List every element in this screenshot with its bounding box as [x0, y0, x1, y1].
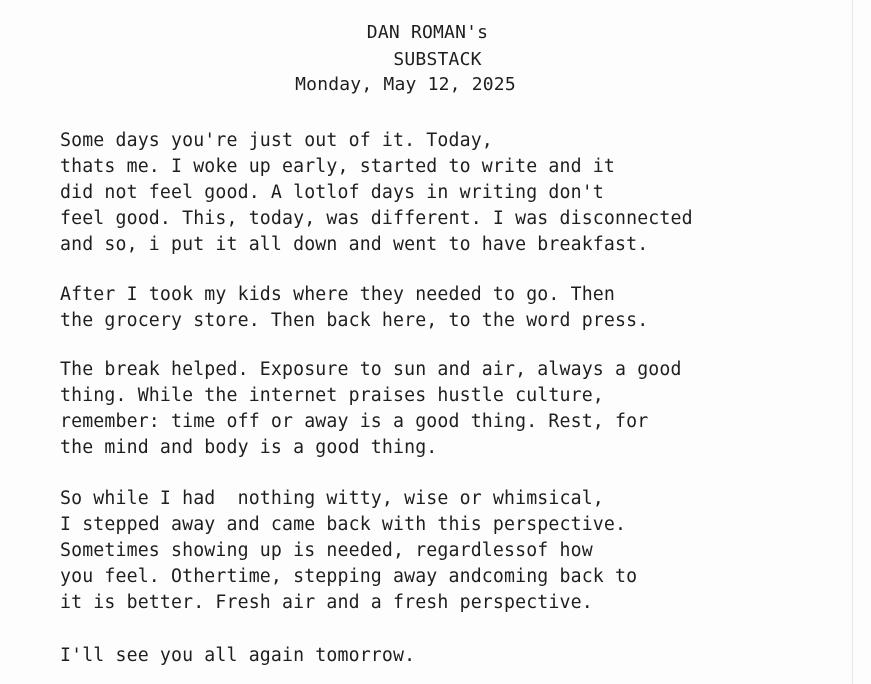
text-line: the mind and body is a good thing.	[60, 437, 438, 458]
text-line: and so, i put it all down and went to have breakfast.	[60, 234, 649, 255]
header-author: DAN ROMAN's	[366, 22, 489, 43]
text-line: remember: time off or away is a good thing. Rest, for	[60, 411, 649, 432]
paragraph-2	[60, 282, 850, 334]
text-line: did not feel good. A lotlof days in writing don't	[60, 182, 604, 203]
text-line: thats me. I woke up early, started to write and it	[60, 156, 615, 177]
text-line: I'll see you all again tomorrow.	[60, 645, 416, 666]
text-line: you feel. Othertime, stepping away andcoming back to	[60, 566, 638, 587]
paragraph-3	[60, 357, 850, 461]
paragraph-4	[60, 486, 850, 616]
text-line: feel good. This, today, was different. I was disconnected	[60, 208, 693, 229]
text-line: After I took my kids where they needed to go. Then	[60, 284, 615, 305]
text-line: I stepped away and came back with this perspective.	[60, 514, 627, 535]
text-line: Some days you're just out of it. Today,	[60, 130, 493, 151]
header-publication: SUBSTACK	[393, 49, 482, 70]
text-line: Sometimes showing up is needed, regardlessof how	[60, 540, 593, 561]
paragraph-5	[60, 643, 850, 669]
paragraph-1	[60, 128, 850, 258]
text-line: The break helped. Exposure to sun and air, always a good	[60, 359, 682, 380]
header-date: Monday, May 12, 2025	[295, 74, 516, 95]
text-line: it is better. Fresh air and a fresh perspective.	[60, 592, 593, 613]
text-line: So while I had nothing witty, wise or whimsical,	[60, 488, 604, 509]
page-edge	[852, 0, 853, 684]
text-line: the grocery store. Then back here, to the word press.	[60, 310, 649, 331]
text-line: thing. While the internet praises hustle culture,	[60, 385, 604, 406]
